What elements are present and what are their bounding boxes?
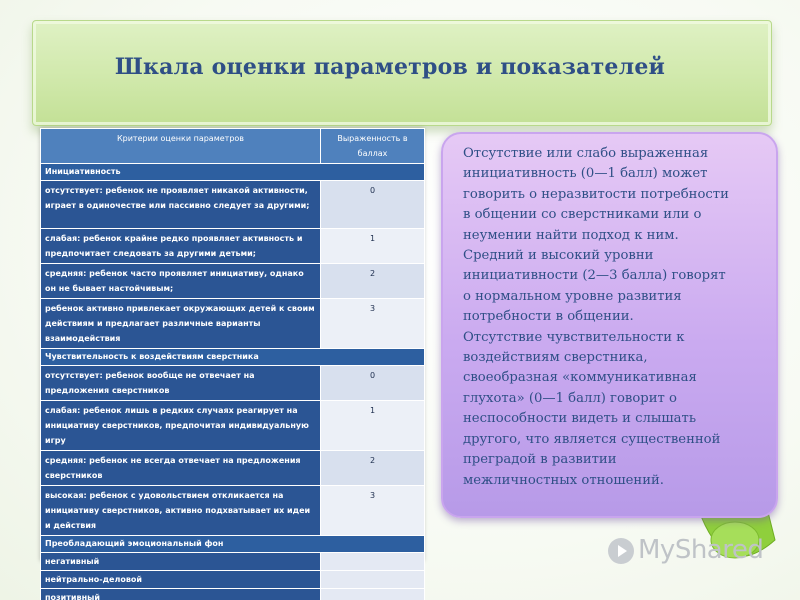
table-row (41, 553, 425, 571)
section-title: Преобладающий эмоциональный фон (41, 536, 425, 553)
callout-line: преградой в развитии (463, 452, 617, 468)
table-row (41, 401, 425, 451)
section-row (41, 536, 425, 553)
callout-line: потребности в общении. (463, 309, 634, 325)
criterion-cell: позитивный (41, 589, 321, 600)
table-row (41, 589, 425, 600)
criterion-cell: нейтрально-деловой (41, 571, 321, 589)
table-row (41, 571, 425, 589)
watermark-text: MyShared (638, 535, 764, 565)
header-criteria: Критерии оценки параметров (41, 129, 321, 164)
criterion-cell: слабая: ребенок лишь в редких случаях реагирует на инициативу сверстников, предпочитая индивидуальную игру (41, 401, 321, 451)
callout-line: инициативности (2—3 балла) говорят (463, 268, 726, 284)
callout-line: о нормальном уровне развития (463, 288, 682, 304)
criteria-table (40, 128, 424, 600)
callout-text (463, 144, 771, 491)
section-row (41, 349, 425, 366)
table-row (41, 181, 425, 229)
score-cell: 1 (321, 401, 425, 451)
score-cell (321, 589, 425, 600)
table-row (41, 451, 425, 486)
score-cell: 3 (321, 486, 425, 536)
callout-line: говорить о неразвитости потребности (463, 186, 729, 202)
score-cell: 2 (321, 451, 425, 486)
table-row (41, 366, 425, 401)
callout-line: Отсутствие чувствительности к (463, 329, 685, 345)
criterion-cell: высокая: ребенок с удовольствием откликается на инициативу сверстников, активно подхватывает их идеи и действия (41, 486, 321, 536)
score-cell: 0 (321, 181, 425, 229)
table-row (41, 486, 425, 536)
criterion-cell: отсутствует: ребенок не проявляет никакой активности, играет в одиночестве или пассивно следует за другими; (41, 181, 321, 229)
callout-line: воздействиям сверстника, (463, 350, 648, 366)
score-cell (321, 571, 425, 589)
score-cell (321, 553, 425, 571)
callout-line: другого, что является существенной (463, 431, 721, 447)
table-row (41, 229, 425, 264)
section-title: Инициативность (41, 164, 425, 181)
watermark-logo (608, 535, 763, 567)
callout-line: своеобразная «коммуникативная (463, 370, 697, 386)
slide-title: Шкала оценки параметров и показателей (114, 54, 666, 80)
section-title: Чувствительность к воздействиям сверстника (41, 349, 425, 366)
criterion-cell: ребенок активно привлекает окружающих детей к своим действиям и предлагает различные варианты взаимодействия (41, 299, 321, 349)
callout-line: неспособности видеть и слышать (463, 411, 697, 427)
header-score: Выраженность в баллах (321, 129, 425, 164)
callout-line: Средний и высокий уровни (463, 248, 654, 264)
score-cell: 0 (321, 366, 425, 401)
table-header-row (41, 129, 425, 164)
play-icon (608, 538, 634, 564)
table-row (41, 264, 425, 299)
section-row (41, 164, 425, 181)
criterion-cell: слабая: ребенок крайне редко проявляет активность и предпочитает следовать за другими детьми; (41, 229, 321, 264)
callout-line: инициативность (0—1 балл) может (463, 166, 708, 182)
criterion-cell: средняя: ребенок не всегда отвечает на предложения сверстников (41, 451, 321, 486)
criterion-cell: средняя: ребенок часто проявляет инициативу, однако он не бывает настойчивым; (41, 264, 321, 299)
score-cell: 2 (321, 264, 425, 299)
callout-line: в общении со сверстниками или о (463, 207, 702, 223)
criterion-cell: отсутствует: ребенок вообще не отвечает на предложения сверстников (41, 366, 321, 401)
criterion-cell: негативный (41, 553, 321, 571)
callout-line: глухота» (0—1 балл) говорит о (463, 390, 677, 406)
callout-line: Отсутствие или слабо выраженная (463, 146, 709, 161)
callout-line: межличностных отношений. (463, 472, 664, 488)
score-cell: 1 (321, 229, 425, 264)
table-row (41, 299, 425, 349)
callout-line: неумении найти подход к ним. (463, 227, 679, 243)
score-cell: 3 (321, 299, 425, 349)
